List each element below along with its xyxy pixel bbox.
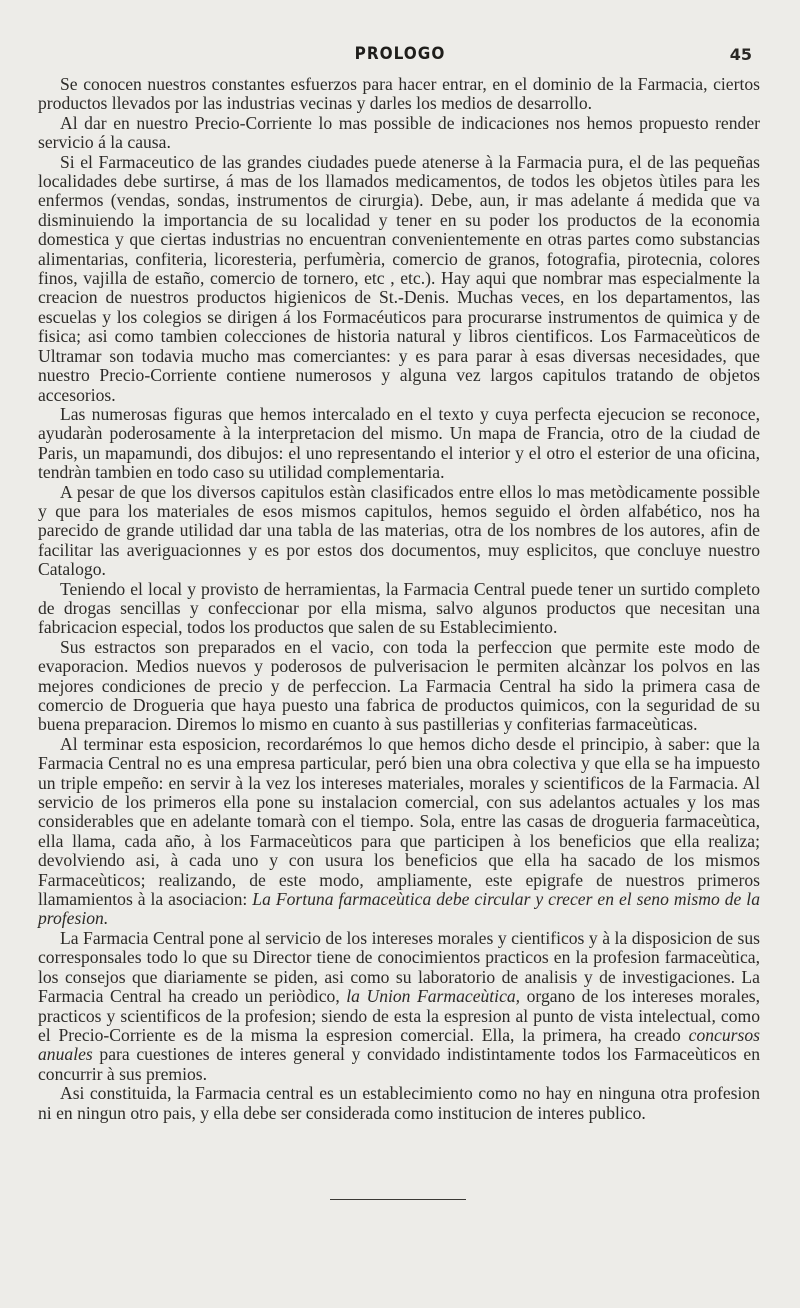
paragraph: Sus estractos son preparados en el vacio, con toda la perfeccion que permite este modo de evaporacion. Medios nuevos y poderosos de pulverisacion le permiten alcànzar los polvos en las mejores condiciones de precio y de perfeccion. La Farmacia Central ha sido la primera casa de comercio de Drogueria que haya puesto una fabrica de productos quimicos, con la seguridad de su buena preparacion. Diremos lo mismo en cuanto à sus pastillerias y confiterias farmaceùticas.: [38, 636, 760, 735]
paragraph: [38, 929, 760, 1084]
italic-phrase: concursos anuales: [38, 1024, 760, 1065]
italic-quote: La Fortuna farmaceùtica debe circular y crecer en el seno mismo de la profesion.: [38, 889, 760, 929]
page-number: 45: [729, 45, 752, 64]
journal-title: la Union Farmaceùtica,: [346, 986, 521, 1007]
paragraph: Las numerosas figuras que hemos intercalado en el texto y cuya perfecta ejecucion se reconoce, ayudaràn poderosamente à la interpretacion del mismo. Un mapa de Francia, otro de la ciudad de Paris, un mapamundi, dos dibujos: el uno representando el interior y el otro el esterior de una oficina, tendràn tambien en todo caso su utilidad complementaria.: [38, 403, 760, 483]
paragraph: Al dar en nuestro Precio-Corriente lo mas possible de indicaciones nos hemos propuesto render servicio á la causa.: [38, 112, 760, 153]
paragraph: A pesar de que los diversos capitulos estàn clasificados entre ellos lo mas metòdicamente possible y que para los materiales de esos mismos capitulos, hemos seguido el òrden alfabético, nos ha parecido de grande utilidad dar una tabla de las materias, otra de los nombres de los autores, afin de facilitar las averiguacionnes y es por estos dos documentos, muy esplicitos, que concluye nuestro Catalogo.: [38, 481, 760, 580]
paragraph-text: Al terminar esta esposicion, recordarémos lo que hemos dicho desde el principio, à saber: que la Farmacia Central no es una empresa particular, peró bien una obra colectiva y que ella se ha impuesto un triple empeño: en servir à la vez los intereses materiales, morales y scientificos de la Farmacia. Al servicio de los primeros ella pone su instalacion comercial, con sus adelantos actuales y los mas considerables que en adelante tomarà con el tiempo. Sola, entre las casas de drogueria farmaceùtica, ella llama, cada año, à los Farmaceùticos para que participen à los beneficios que ella realiza; devolviendo asi, à cada uno y con usura los beneficios que ella ha sacado de los mismos Farmaceùticos; realizando, de este modo, ampliamente, este epigrafe de nuestros primeros llamamientos à la asociacion:: [38, 733, 760, 910]
paragraph-text: organo de los intereses morales, practicos y scientificos de la profesion; siendo de esta la espresion al punto de vista intelectual, como el Precio-Corriente es de la misma la espresion comercial. Ella, la primera, ha creado: [38, 986, 761, 1045]
body-text: [38, 75, 760, 1123]
paragraph-text: La Farmacia Central pone al servicio de los intereses morales y cientificos y à la disposicion de sus corresponsales todo lo que su Director tiene de conocimientos practicos en la profesion farmaceùtica, los consejos que diariamente se piden, asi como su laboratorio de analisis y de investigaciones. La Farmacia Central ha creado un periòdico,: [38, 927, 760, 1007]
running-title: PROLOGO: [354, 44, 446, 64]
paragraph: Asi constituida, la Farmacia central es un establecimiento como no hay en ninguna otra profesion ni en ningun otro pais, y ella debe ser considerada como institucion de interes publico.: [38, 1083, 760, 1123]
paragraph: Se conocen nuestros constantes esfuerzos para hacer entrar, en el dominio de la Farmacia, ciertos productos llevados por las industrias vecinas y darles los medios de desarrollo.: [38, 74, 760, 114]
paragraph: Teniendo el local y provisto de herramientas, la Farmacia Central puede tener un surtido completo de drogas sencillas y confeccionar por ella misma, salvo algunos productos que necesitan una fabricacion especial, todos los productos que salen de su Establecimiento.: [38, 578, 760, 638]
paragraph: Si el Farmaceutico de las grandes ciudades puede atenerse à la Farmacia pura, el de las pequeñas localidades debe surtirse, á mas de los llamados medicamentos, de todos les objetos ùtiles para les enfermos (vendas, sondas, instrumentos de cirurgia). Debe, aun, ir mas adelante á medida que va disminuiendo la importancia de su localidad y tener en su poder los productos de la economia domestica y que ciertas industrias no encuentran convenientemente en otras partes como substancias alimentarias, confiteria, licoresteria, perfumèria, comercio de granos, fotografia, pirotecnia, colores finos, vajilla de estaño, comercio de tornero, etc , etc.). Hay aqui que nombrar mas especialmente la creacion de nuestros productos higienicos de St.-Denis. Muchas veces, en los departamentos, las escuelas y los colegios se dirigen á los Formacéuticos para procurarse instrumentos de quimica y de fisica; asi como tambien colecciones de historia natural y libros cientificos. Los Farmaceùticos de Ultramar son todavia mucho mas comerciantes: y es para parar à esas diversas necesidades, que nuestro Precio-Corriente contiene numerosos y alguna vez largos capitulos tratando de objetos accesorios.: [38, 151, 760, 405]
page-header: [0, 44, 800, 74]
paragraph-text: para cuestiones de interes general y convidado indistintamente todos los Farmaceùticos en concurrir à sus premios.: [38, 1044, 760, 1084]
closing-rule: [330, 1199, 466, 1200]
paragraph: [38, 735, 760, 929]
